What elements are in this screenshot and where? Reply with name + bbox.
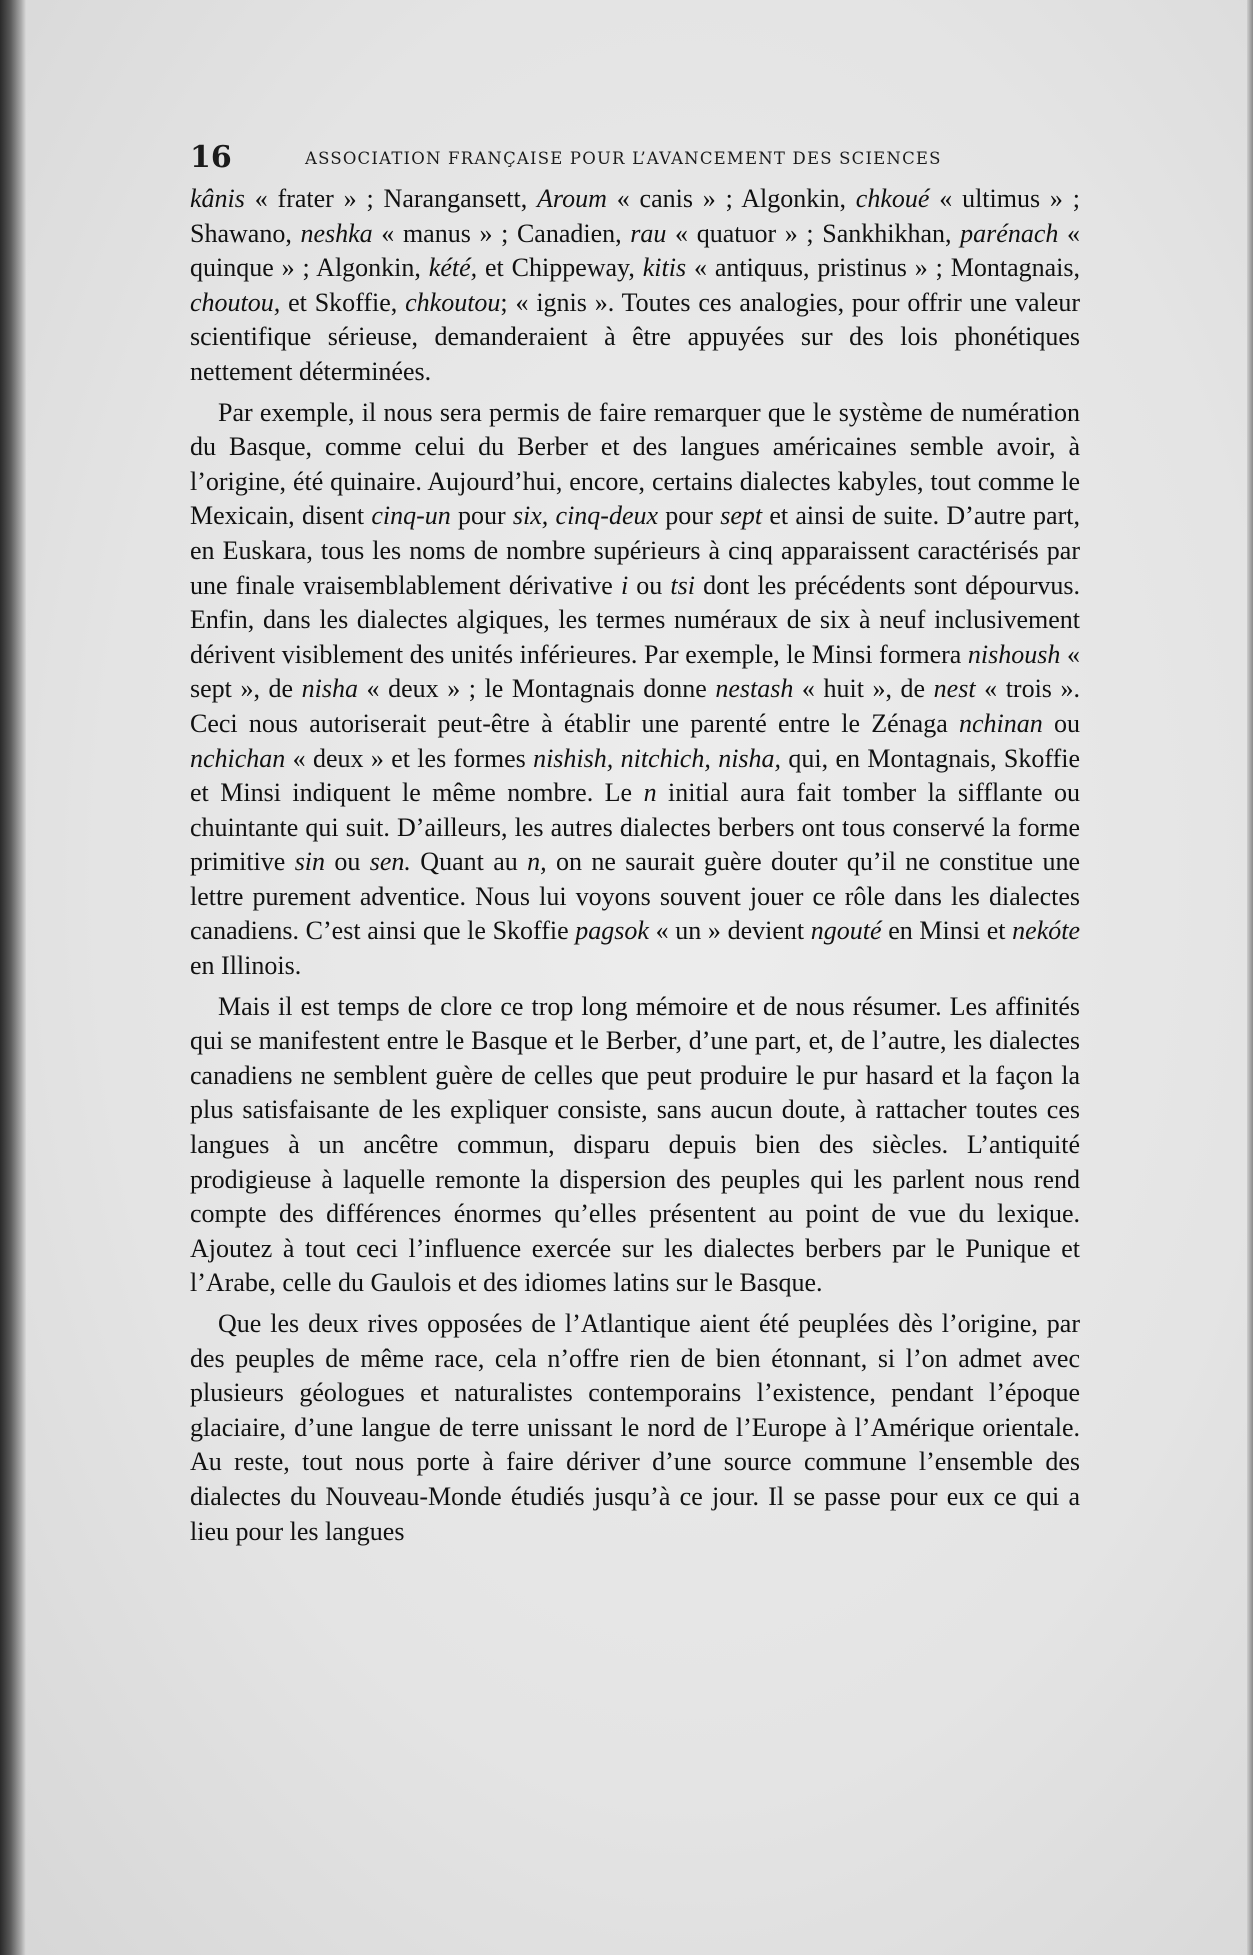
paragraph bbox=[190, 1307, 1080, 1549]
italic-term: parénach bbox=[960, 218, 1059, 248]
text-run: « quatuor » ; Sankhikhan, bbox=[666, 218, 961, 248]
italic-term: nchinan bbox=[958, 708, 1043, 738]
italic-term: rau bbox=[630, 218, 667, 248]
text-run: ou bbox=[325, 847, 370, 877]
text-run: ; « ignis ». Toutes ces analogies, pour offrir une valeur scientifique sérieuse, demanderaient à être appuyées sur des lois phonétiques nettement déterminées. bbox=[190, 287, 1080, 386]
italic-term: tsi bbox=[670, 570, 695, 600]
italic-term: nishoush bbox=[967, 639, 1061, 669]
body-text bbox=[190, 182, 1080, 1549]
text-run: ou bbox=[1042, 708, 1080, 738]
text-run: en Illinois. bbox=[190, 951, 302, 981]
text-run: en Minsi et bbox=[881, 916, 1013, 946]
italic-term: nestash bbox=[715, 674, 794, 704]
text-run: « trois ». Ceci nous autoriserait peut-être à établir une parenté entre le Zénaga bbox=[190, 674, 1080, 738]
page-header bbox=[190, 140, 1070, 180]
text-run: pour bbox=[450, 501, 513, 531]
text-run: « deux » ; le Montagnais donne bbox=[357, 674, 716, 704]
paragraph bbox=[190, 182, 1080, 390]
italic-term: kété, bbox=[428, 253, 478, 283]
scan-binding-edge bbox=[0, 0, 26, 1955]
text-run: « huit », de bbox=[793, 674, 934, 704]
italic-term: cinq-un bbox=[371, 501, 451, 531]
italic-term: sin bbox=[294, 847, 326, 877]
text-run: et Chippeway, bbox=[477, 253, 643, 283]
text-run: et ainsi de suite. D’autre part, en Euskara, tous les noms de nombre supérieurs à cinq apparaissent caractérisés par une finale vraisemblablement dérivative bbox=[190, 501, 1080, 600]
italic-term: sept bbox=[720, 501, 763, 531]
page-number: 16 bbox=[190, 140, 232, 175]
text-run: initial aura fait tomber la sifflante ou chuintante qui suit. D’ailleurs, les autres dialectes berbers ont tous conservé la forme primitive bbox=[190, 778, 1080, 877]
text-run: « deux » et les formes bbox=[285, 743, 534, 773]
text-run: « ultimus » ; Shawano, bbox=[190, 184, 1080, 248]
italic-term: chkoué bbox=[855, 184, 930, 213]
running-title: ASSOCIATION FRANÇAISE POUR L’AVANCEMENT DES SCIENCES bbox=[305, 149, 942, 168]
text-run: Quant au bbox=[410, 847, 528, 877]
italic-term: six, cinq-deux bbox=[512, 501, 659, 531]
italic-term: neshka bbox=[300, 218, 373, 248]
italic-term: chkoutou bbox=[405, 287, 501, 317]
text-run: « canis » ; Algonkin, bbox=[606, 184, 856, 213]
text-run: « un » devient bbox=[648, 916, 811, 946]
scan-page-edge bbox=[1247, 0, 1253, 1955]
text-run: on ne saurait guère douter qu’il ne constitue une lettre purement adventice. Nous lui voyons souvent jouer ce rôle dans les dialectes canadiens. C’est ainsi que le Skoffie bbox=[190, 847, 1080, 946]
italic-term: nchichan bbox=[190, 743, 286, 773]
text-run: Mais il est temps de clore ce trop long mémoire et de nous résumer. Les affinités qui se manifestent entre le Basque et le Berber, d’une part, et, de l’autre, les dialectes canadiens ne semblent guère de celles que peut produire le pur hasard et la façon la plus satisfaisante de les expliquer consiste, sans aucun doute, à rattacher toutes ces langues à un ancêtre commun, disparu depuis bien des siècles. L’antiquité prodigieuse à laquelle remonte la dispersion des peuples qui les parlent nous rend compte des différences énormes qu’elles présentent au point de vue du lexique. Ajoutez à tout ceci l’influence exercée sur les dialectes berbers par le Punique et l’Arabe, celle du Gaulois et des idiomes latins sur le Basque. bbox=[190, 991, 1080, 1298]
italic-term: nest bbox=[933, 674, 976, 704]
paragraph bbox=[190, 990, 1080, 1301]
italic-term: kânis bbox=[190, 184, 245, 213]
text-run: pour bbox=[658, 501, 721, 531]
italic-term: n, bbox=[527, 847, 547, 877]
italic-term: choutou, bbox=[190, 287, 281, 317]
italic-term: n bbox=[643, 778, 657, 808]
text-run: Par exemple, il nous sera permis de faire remarquer que le système de numération du Basque, comme celui du Berber et des langues américaines semble avoir, à l’origine, été quinaire. Aujourd’hui, encore, certains dialectes kabyles, tout comme le Mexicain, disent bbox=[190, 397, 1080, 531]
text-run: Que les deux rives opposées de l’Atlantique aient été peuplées dès l’origine, par des peuples de même race, cela n’offre rien de bien étonnant, si l’on admet avec plusieurs géologues et naturalistes contemporains l’existence, pendant l’époque glaciaire, d’une langue de terre unissant le nord de l’Europe à l’Amérique orientale. Au reste, tout nous porte à faire dériver d’une source commune l’ensemble des dialectes du Nouveau-Monde étudiés jusqu’à ce jour. Il se passe pour eux ce qui a lieu pour les langues bbox=[190, 1309, 1080, 1546]
text-run: « quinque » ; Algonkin, bbox=[190, 218, 1080, 283]
text-run: qui, en Montagnais, Skoffie et Minsi indiquent le même nombre. Le bbox=[190, 743, 1081, 808]
italic-term: nishish, nitchich, nisha, bbox=[533, 743, 782, 773]
text-run: « manus » ; Canadien, bbox=[372, 218, 631, 248]
italic-term: kitis bbox=[642, 253, 687, 283]
paragraph bbox=[190, 396, 1080, 984]
text-run: et Skoffie, bbox=[280, 287, 406, 317]
italic-term: nisha bbox=[301, 674, 358, 704]
italic-term: Aroum bbox=[537, 184, 607, 213]
text-run: « antiquus, pristinus » ; Montagnais, bbox=[686, 253, 1080, 283]
italic-term: i bbox=[620, 570, 629, 600]
text-run: dont les précédents sont dépourvus. Enfin, dans les dialectes algiques, les termes numéraux de six à neuf inclusivement dérivent visiblement des unités inférieures. Par exemple, le Minsi formera bbox=[190, 570, 1080, 669]
italic-term: pagsok bbox=[575, 916, 649, 946]
italic-term: ngouté bbox=[810, 916, 882, 946]
italic-term: nekóte bbox=[1012, 916, 1080, 946]
italic-term: sen. bbox=[369, 847, 411, 877]
text-run: « sept », de bbox=[190, 639, 1080, 704]
text-run: ou bbox=[628, 570, 671, 600]
text-run: « frater » ; Narangansett, bbox=[244, 184, 538, 213]
